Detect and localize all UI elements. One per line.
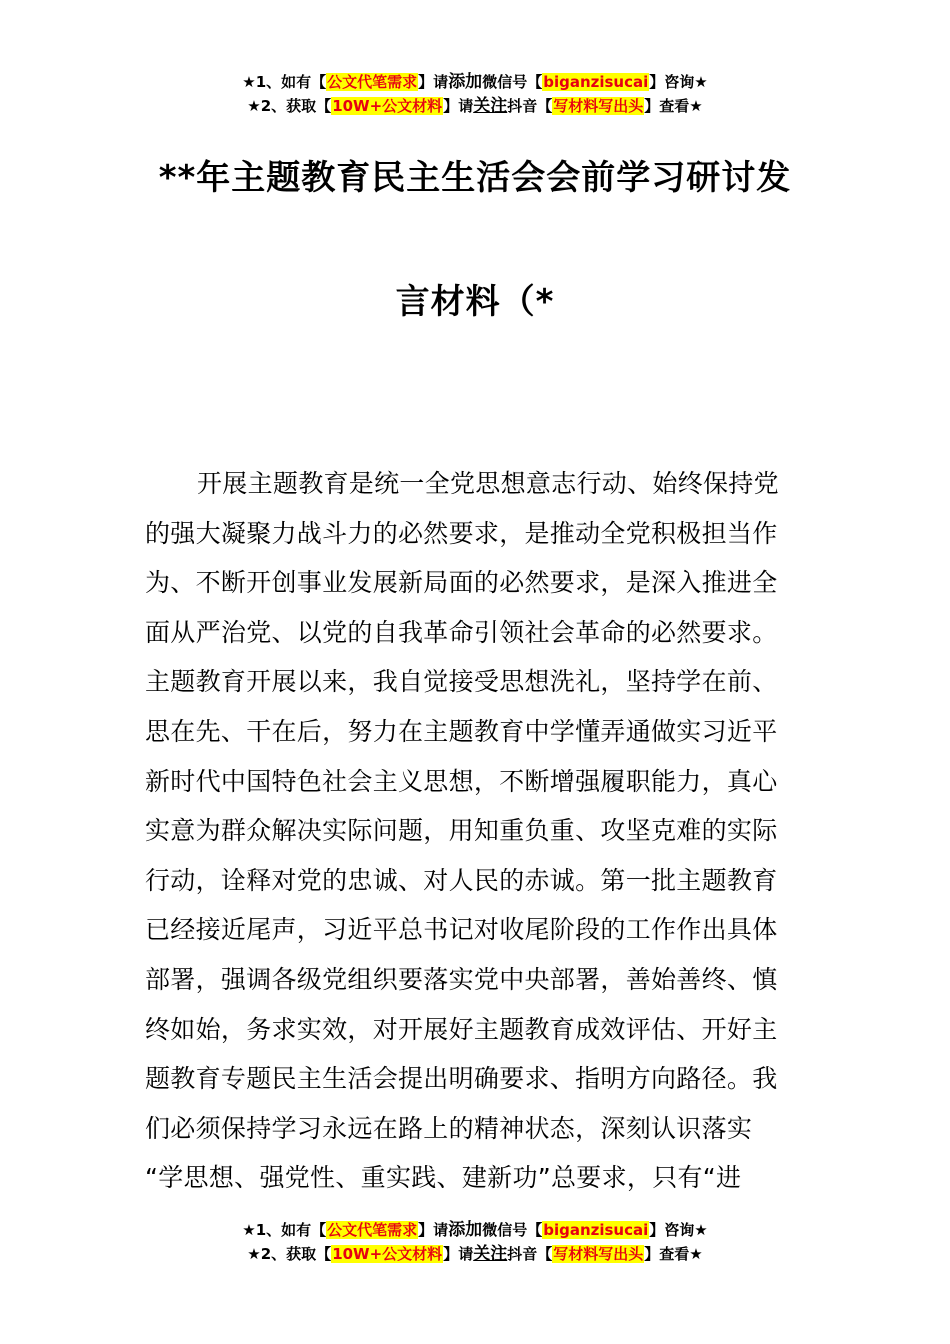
banner-text: 微信号【 [482, 1221, 543, 1239]
body-line: 新时代中国特色社会主义思想，不断增强履职能力，真心 [145, 766, 778, 796]
banner-line-2 [0, 1242, 950, 1266]
banner-line-2 [0, 94, 950, 118]
banner-text: 】咨询★ [649, 73, 708, 91]
banner-text: 】查看★ [644, 1245, 703, 1263]
body-line: 开展主题教育是统一全党思想意志行动、始终保持党 [197, 469, 779, 498]
banner-text: 】请 [418, 1221, 449, 1239]
banner-text: 抖音【 [507, 1245, 553, 1263]
banner-text: 】请 [443, 1245, 474, 1263]
body-line: 思在先、干在后，努力在主题教育中学懂弄通做实习近平 [145, 716, 778, 746]
document-title-line-1: **年主题教育民主生活会会前学习研讨发 [158, 158, 792, 198]
body-line: 已经接近尾声，习近平总书记对收尾阶段的工作作出具体 [145, 915, 778, 945]
banner-text: 】请 [418, 73, 449, 91]
banner-text: ★1、如有【 [242, 1221, 327, 1239]
body-line: 题教育专题民主生活会提出明确要求、指明方向路径。我 [145, 1064, 778, 1094]
banner-emphasis: 关注 [473, 96, 508, 116]
banner-text: 抖音【 [507, 97, 553, 115]
body-line: 的强大凝聚力战斗力的必然要求，是推动全党积极担当作 [145, 518, 778, 548]
highlight-wechat-id: biganzisucai [543, 1221, 649, 1239]
body-line: 面从严治党、以党的自我革命引领社会革命的必然要求。 [145, 617, 778, 647]
banner-emphasis: 添加 [448, 1220, 483, 1240]
footer-banner [0, 1218, 950, 1266]
banner-text: 微信号【 [482, 73, 543, 91]
banner-text: 】咨询★ [649, 1221, 708, 1239]
highlight-service: 公文代笔需求 [327, 73, 418, 91]
body-line: “学思想、强党性、重实践、建新功”总要求，只有“进 [145, 1163, 742, 1193]
banner-emphasis: 关注 [473, 1244, 508, 1264]
body-line: 部署，强调各级党组织要落实党中央部署，善始善终、慎 [145, 964, 778, 994]
highlight-douyin-account: 写材料写出头 [553, 97, 644, 115]
highlight-douyin-account: 写材料写出头 [553, 1245, 644, 1263]
body-line: 终如始，务求实效，对开展好主题教育成效评估、开好主 [145, 1014, 778, 1044]
banner-text: 】查看★ [644, 97, 703, 115]
body-line: 为、不断开创事业发展新局面的必然要求，是深入推进全 [145, 568, 778, 598]
banner-line-1 [0, 70, 950, 94]
document-title-line-2: 言材料（* [395, 282, 555, 322]
banner-emphasis: 添加 [448, 72, 483, 92]
header-banner [0, 70, 950, 118]
body-line: 行动，诠释对党的忠诚、对人民的赤诚。第一批主题教育 [145, 865, 778, 895]
body-line: 实意为群众解决实际问题，用知重负重、攻坚克难的实际 [145, 816, 778, 846]
body-line: 主题教育开展以来，我自觉接受思想洗礼，坚持学在前、 [145, 667, 778, 697]
banner-text: ★2、获取【 [247, 97, 332, 115]
banner-text: ★1、如有【 [242, 73, 327, 91]
document-body [145, 459, 810, 1203]
highlight-service: 公文代笔需求 [327, 1221, 418, 1239]
highlight-materials: 10W+公文材料 [332, 97, 443, 115]
banner-text: 】请 [443, 97, 474, 115]
highlight-materials: 10W+公文材料 [332, 1245, 443, 1263]
banner-text: ★2、获取【 [247, 1245, 332, 1263]
body-line: 们必须保持学习永远在路上的精神状态，深刻认识落实 [145, 1113, 753, 1143]
banner-line-1 [0, 1218, 950, 1242]
highlight-wechat-id: biganzisucai [543, 73, 649, 91]
